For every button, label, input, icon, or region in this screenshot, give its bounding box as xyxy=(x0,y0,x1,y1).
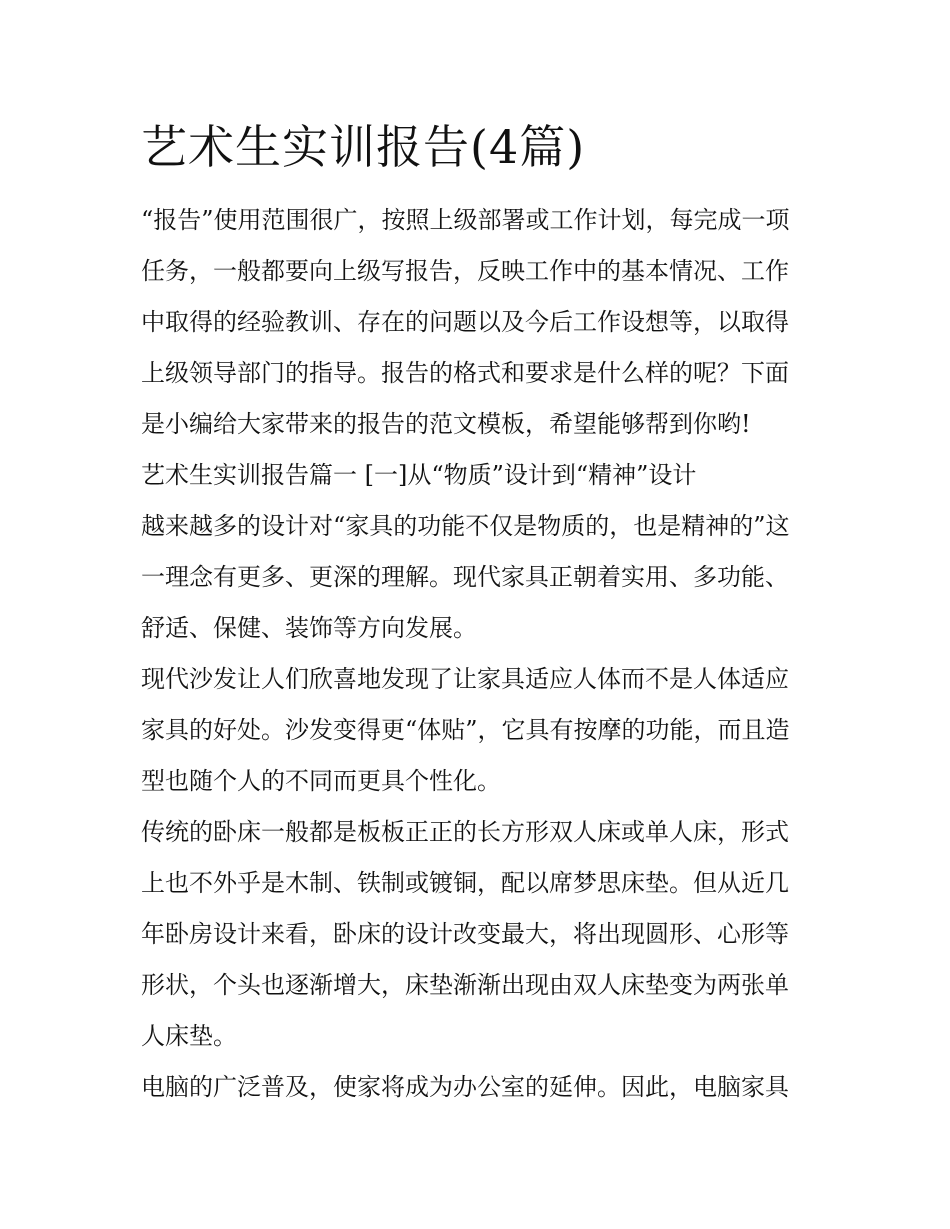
text-line: 型也随个人的不同而更具个性化。 xyxy=(141,767,501,795)
text-line: 上也不外乎是木制、铁制或镀铜，配以席梦思床垫。但从近几 xyxy=(141,869,789,897)
text-line: 年卧房设计来看，卧床的设计改变最大，将出现圆形、心形等 xyxy=(141,920,789,948)
text-line: 中取得的经验教训、存在的问题以及今后工作设想等，以取得 xyxy=(141,308,789,336)
text-line: 是小编给大家带来的报告的范文模板，希望能够帮到你哟! xyxy=(141,410,751,438)
text-line: 现代沙发让人们欣喜地发现了让家具适应人体而不是人体适应 xyxy=(141,665,789,693)
document-title: 艺术生实训报告(4篇) xyxy=(141,120,586,174)
document-body xyxy=(141,195,813,1113)
text-line: 舒适、保健、装饰等方向发展。 xyxy=(141,614,477,642)
text-line: 形状，个头也逐渐增大，床垫渐渐出现由双人床垫变为两张单 xyxy=(141,971,789,999)
document-content xyxy=(141,112,813,1113)
section-heading: 艺术生实训报告篇一 [一]从“物质”设计到“精神”设计 xyxy=(141,461,697,489)
text-line: “报告”使用范围很广，按照上级部署或工作计划，每完成一项 xyxy=(141,206,790,234)
text-line: 电脑的广泛普及，使家将成为办公室的延伸。因此，电脑家具 xyxy=(141,1073,789,1101)
text-line: 一理念有更多、更深的理解。现代家具正朝着实用、多功能、 xyxy=(141,563,789,591)
text-line: 人床垫。 xyxy=(141,1022,237,1050)
text-line: 家具的好处。沙发变得更“体贴”，它具有按摩的功能，而且造 xyxy=(141,716,790,744)
text-line: 任务，一般都要向上级写报告，反映工作中的基本情况、工作 xyxy=(141,257,789,285)
text-line: 越来越多的设计对“家具的功能不仅是物质的，也是精神的”这 xyxy=(141,512,790,540)
text-line: 传统的卧床一般都是板板正正的长方形双人床或单人床，形式 xyxy=(141,818,789,846)
text-line: 上级领导部门的指导。报告的格式和要求是什么样的呢？下面 xyxy=(141,359,789,387)
